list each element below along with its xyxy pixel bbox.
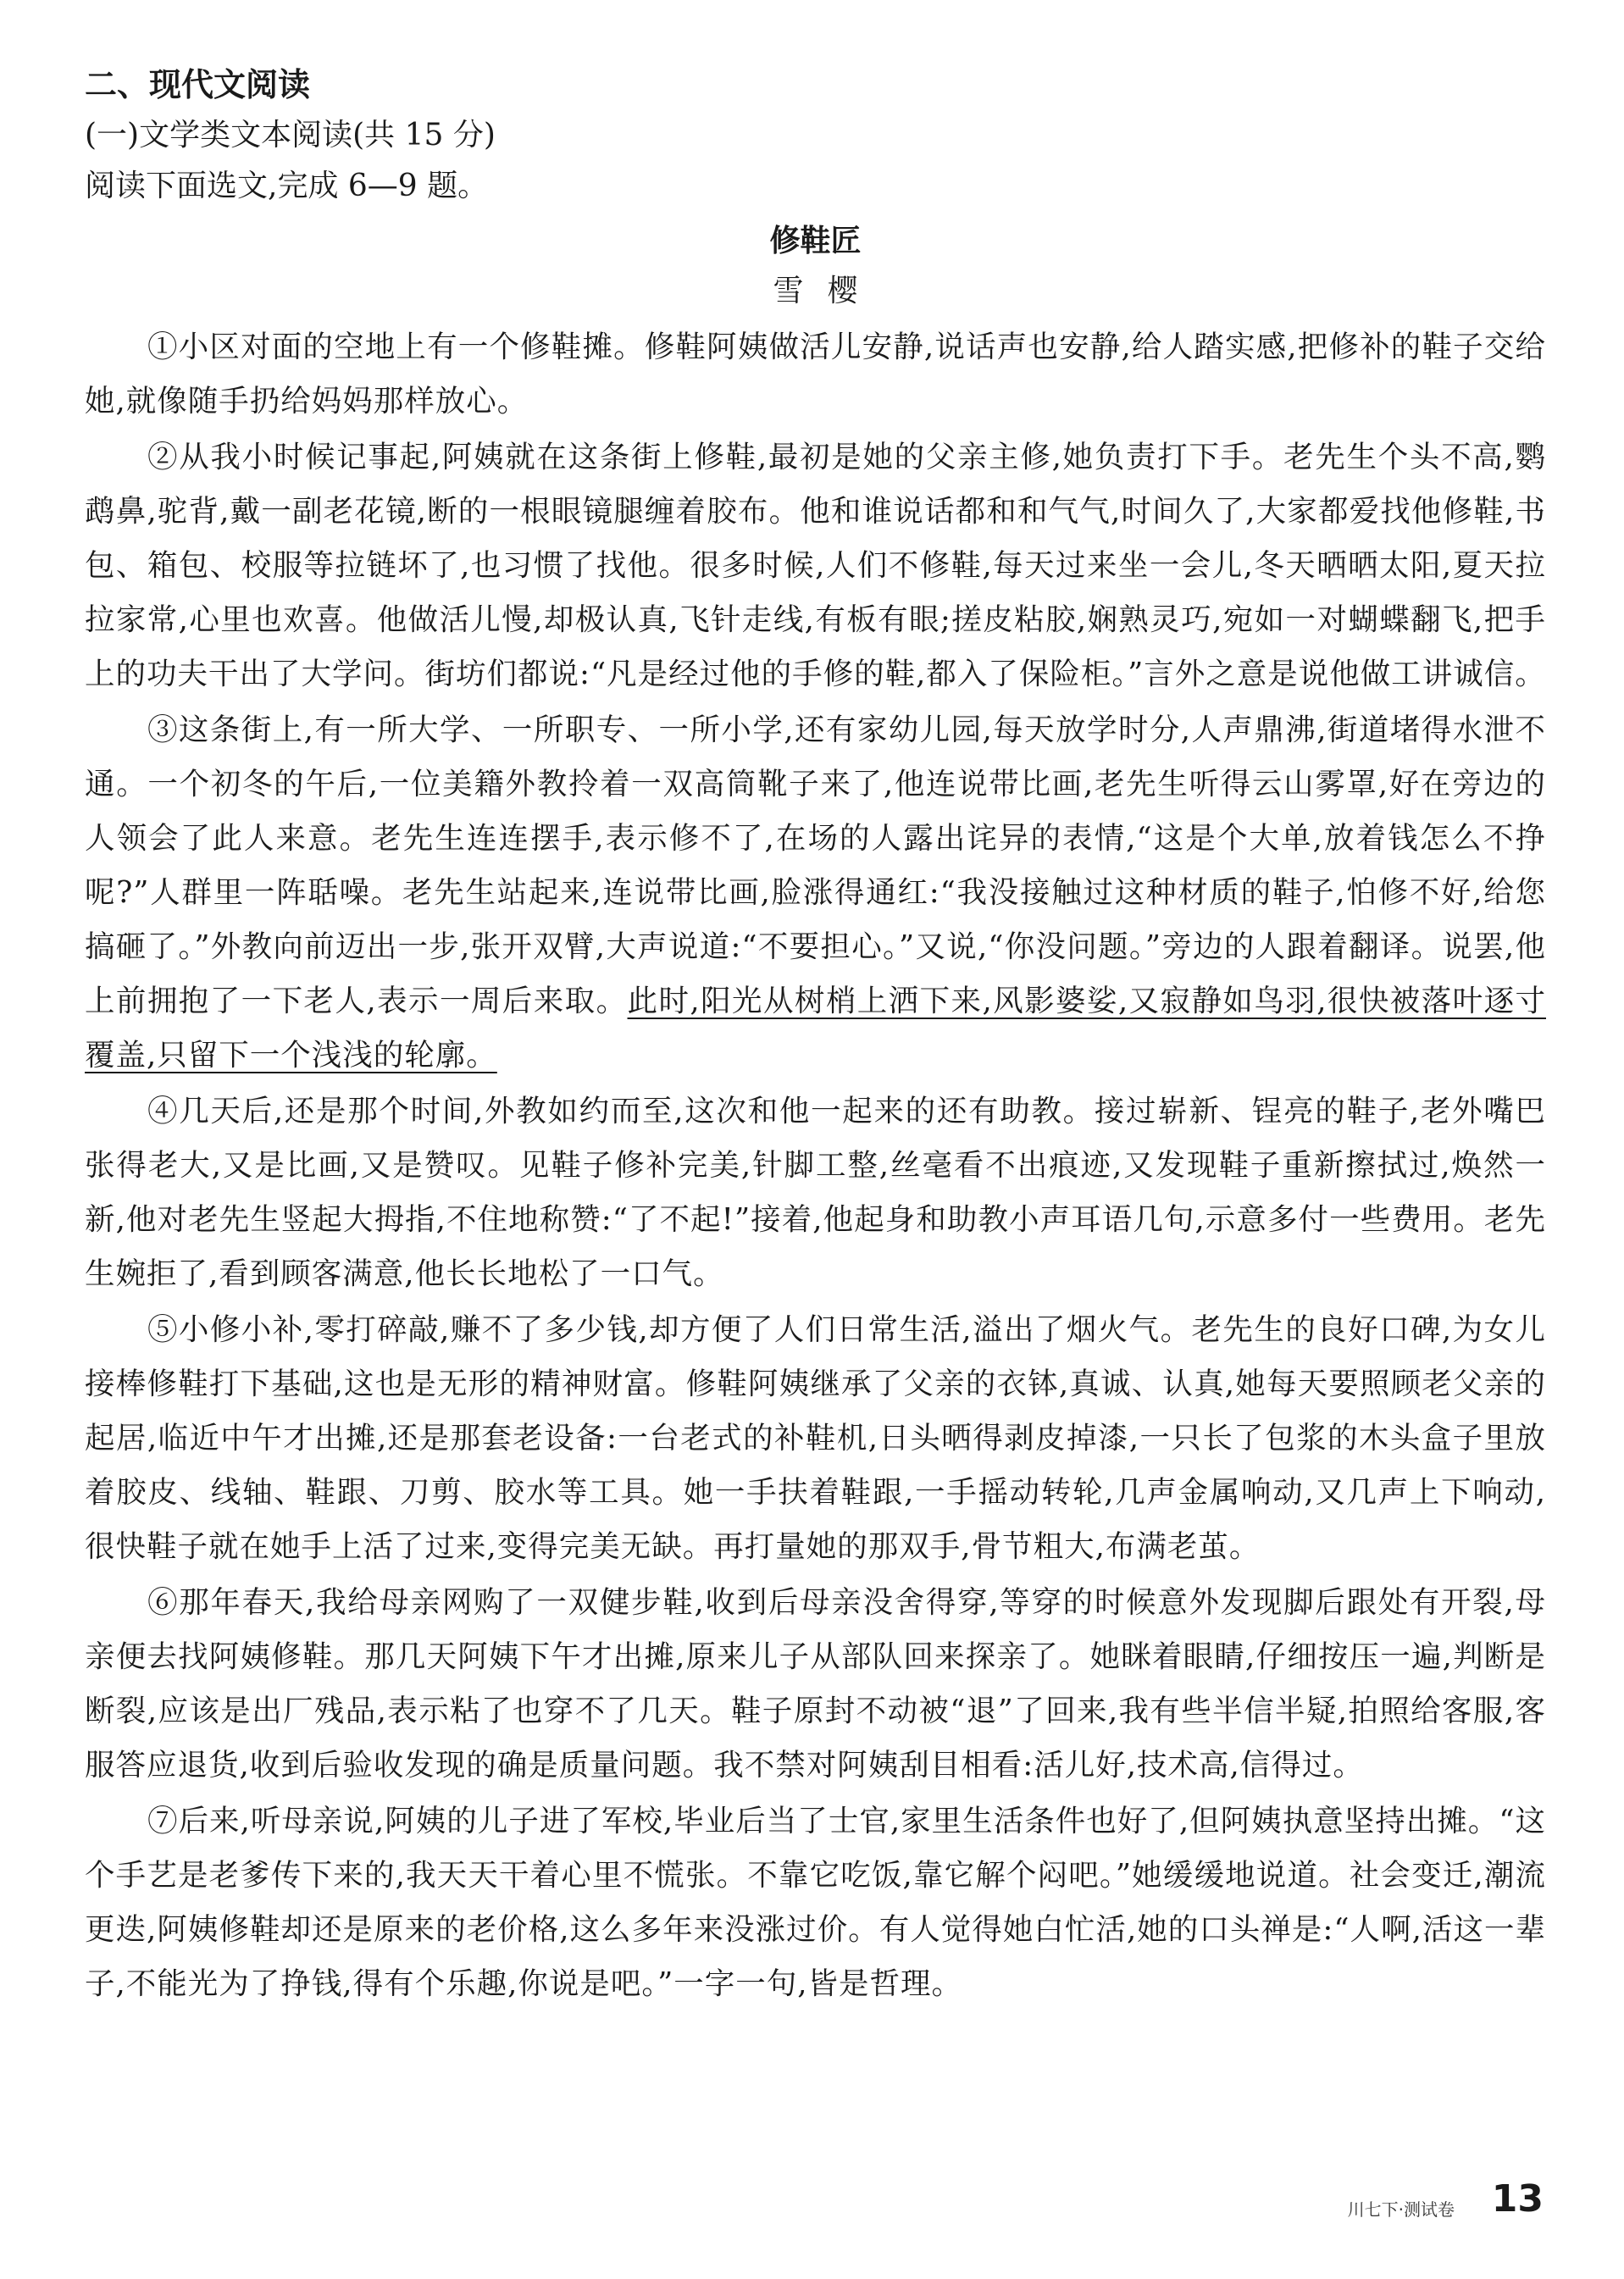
paragraph-6: ⑥那年春天,我给母亲网购了一双健步鞋,收到后母亲没舍得穿,等穿的时候意外发现脚后跟处有开裂,母亲便去找阿姨修鞋。那几天阿姨下午才出摊,原来儿子从部队回来探亲了。她眯着眼睛,仔细按压一遍,判断是断裂,应该是出厂残品,表示粘了也穿不了几天。鞋子原封不动被“退”了回来,我有些半信半疑,拍照给客服,客服答应退货,收到后验收发现的确是质量问题。我不禁对阿姨刮目相看:活儿好,技术高,信得过。 [85,1585,1546,1783]
paragraph-5: ⑤小修小补,零打碎敲,赚不了多少钱,却方便了人们日常生活,溢出了烟火气。老先生的良好口碑,为女儿接棒修鞋打下基础,这也是无形的精神财富。修鞋阿姨继承了父亲的衣钵,真诚、认真,她每天要照顾老父亲的起居,临近中午才出摊,还是那套老设备:一台老式的补鞋机,日头晒得剥皮掉漆,一只长了包浆的木头盒子里放着胶皮、线轴、鞋跟、刀剪、胶水等工具。她一手扶着鞋跟,一手摇动转轮,几声金属响动,又几声上下响动,很快鞋子就在她手上活了过来,变得完美无缺。再打量她的那双手,骨节粗大,布满老茧。 [85,1312,1546,1564]
paragraph-3 [85,703,1546,1083]
article-author: 雪樱 [773,274,882,308]
underlined-sentence: 此时,阳光从树梢上洒下来,风影婆娑,又寂静如鸟羽,很快被落叶逐寸覆盖,只留下一个浅浅的轮廓。 [85,984,1546,1073]
paragraph-7: ⑦后来,听母亲说,阿姨的儿子进了军校,毕业后当了士官,家里生活条件也好了,但阿姨执意坚持出摊。“这个手艺是老爹传下来的,我天天干着心里不慌张。不靠它吃饭,靠它解个闷吧。”她缓缓地说道。社会变迁,潮流更迭,阿姨修鞋却还是原来的老价格,这么多年来没涨过价。有人觉得她白忙活,她的口头禅是:“人啊,活这一辈子,不能光为了挣钱,得有个乐趣,你说是吧。”一字一句,皆是哲理。 [85,1804,1546,2001]
footer-label: 川七下·测试卷 [1347,2199,1455,2220]
paragraph-2: ②从我小时候记事起,阿姨就在这条街上修鞋,最初是她的父亲主修,她负责打下手。老先生个头不高,鹦鹉鼻,驼背,戴一副老花镜,断的一根眼镜腿缠着胶布。他和谁说话都和和气气,时间久了,大家都爱找他修鞋,书包、箱包、校服等拉链坏了,也习惯了找他。很多时候,人们不修鞋,每天过来坐一会儿,冬天晒晒太阳,夏天拉拉家常,心里也欢喜。他做活儿慢,却极认真,飞针走线,有板有眼;搓皮粘胶,娴熟灵巧,宛如一对蝴蝶翻飞,把手上的功夫干出了大学问。街坊们都说:“凡是经过他的手修的鞋,都入了保险柜。”言外之意是说他做工讲诚信。 [85,440,1546,691]
paragraph-4: ④几天后,还是那个时间,外教如约而至,这次和他一起来的还有助教。接过崭新、锃亮的鞋子,老外嘴巴张得老大,又是比画,又是赞叹。见鞋子修补完美,针脚工整,丝毫看不出痕迹,又发现鞋子重新擦拭过,焕然一新,他对老先生竖起大拇指,不住地称赞:“了不起!”接着,他起身和助教小声耳语几句,示意多付一些费用。老先生婉拒了,看到顾客满意,他长长地松了一口气。 [85,1094,1546,1291]
question-instruction: 阅读下面选文,完成 6—9 题。 [85,169,489,203]
article-body [85,320,1546,2011]
section-title: 二、现代文阅读 [85,66,311,103]
paragraph-1: ①小区对面的空地上有一个修鞋摊。修鞋阿姨做活儿安静,说话声也安静,给人踏实感,把修补的鞋子交给她,就像随手扔给妈妈那样放心。 [85,330,1546,419]
subsection-title: (一)文学类文本阅读(共 15 分) [85,118,496,152]
document-page [85,59,1546,2013]
paragraph-3-text: ③这条街上,有一所大学、一所职专、一所小学,还有家幼儿园,每天放学时分,人声鼎沸,街道堵得水泄不通。一个初冬的午后,一位美籍外教拎着一双高筒靴子来了,他连说带比画,老先生听得云山雾罩,好在旁边的人领会了此人来意。老先生连连摆手,表示修不了,在场的人露出诧异的表情,“这是个大单,放着钱怎么不挣呢?”人群里一阵聒噪。老先生站起来,连说带比画,脸涨得通红:“我没接触过这种材质的鞋子,怕修不好,给您搞砸了。”外教向前迈出一步,张开双臂,大声说道:“不要担心。”又说,“你没问题。”旁边的人跟着翻译。说罢,他上前拥抱了一下老人,表示一周后来取。 [85,713,1546,1018]
article-title: 修鞋匠 [769,224,862,258]
page-number: 13 [1491,2177,1544,2221]
